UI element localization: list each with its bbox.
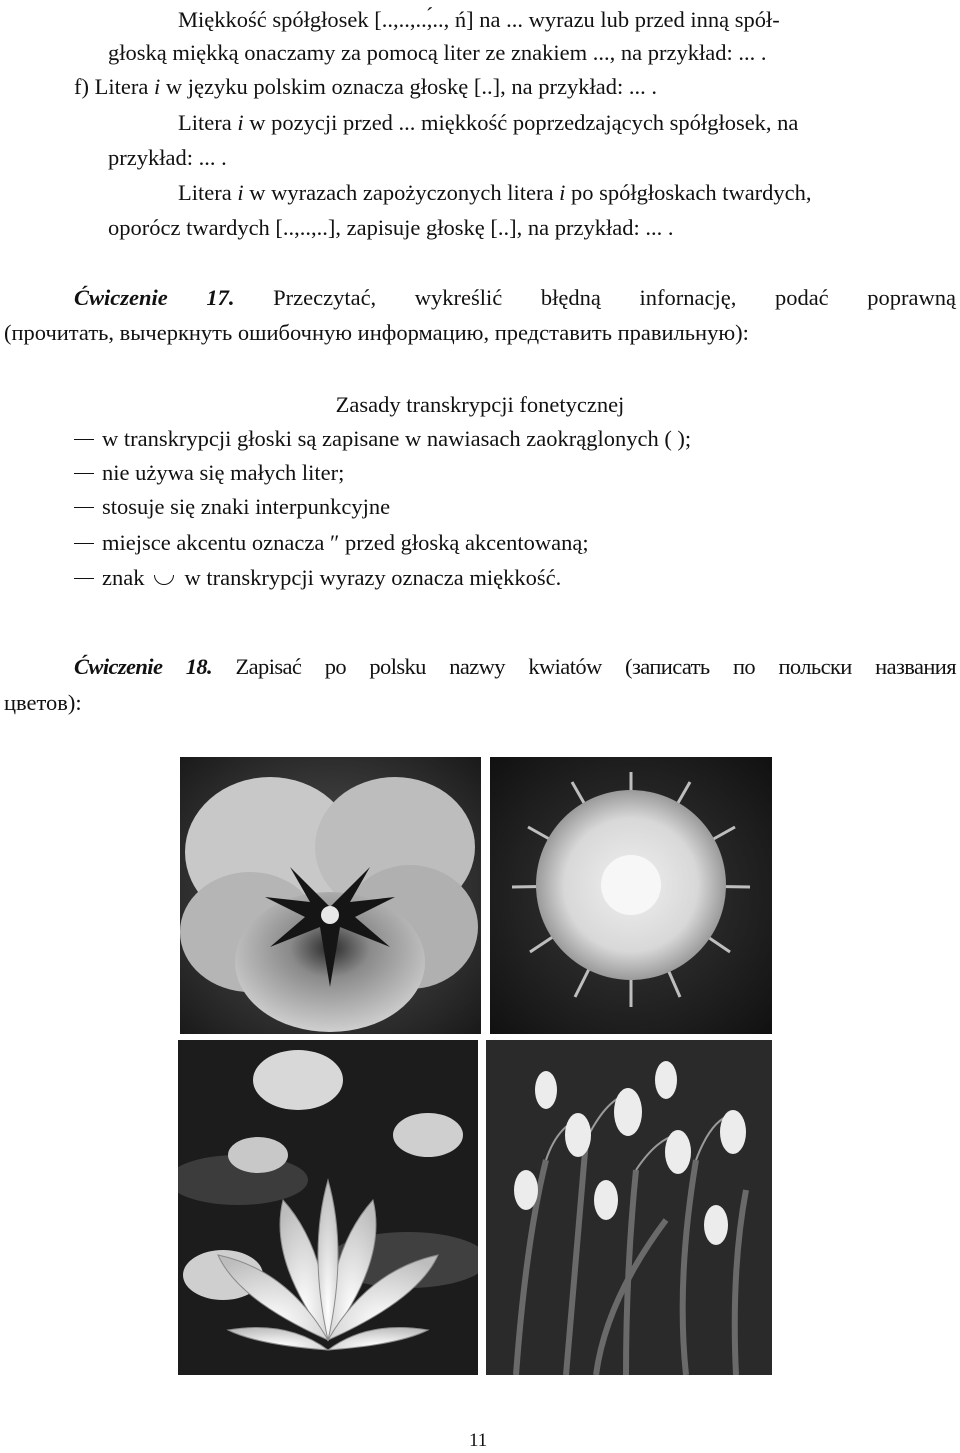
dash-marker [74, 578, 94, 580]
text-line: głoską miękką onaczamy za pomocą liter ze znakiem ..., na przykład: ... . [108, 40, 767, 65]
text-line: цветов): [4, 690, 82, 715]
dash-marker [74, 473, 94, 475]
italic-letter: i [237, 110, 244, 135]
rule-item [74, 528, 589, 558]
italic-letter: i [559, 180, 566, 205]
exercise-18-line [74, 652, 956, 682]
text-segment: po spółgłoskach twardych, [565, 180, 812, 205]
text-segment: Przeczytać, wykreślić błędną infornację, podać poprawną [273, 285, 956, 310]
text-line [178, 178, 812, 208]
text-line [74, 72, 657, 102]
water-lily-photo [178, 1040, 478, 1375]
text-line [178, 108, 798, 138]
page-number: 11 [469, 1430, 488, 1451]
exercise-17-title: Ćwiczenie 17. [74, 285, 235, 310]
text-segment: znak [102, 565, 145, 590]
text-segment: w języku polskim oznacza głoskę [..], na przykład: ... . [160, 74, 657, 99]
italic-letter: i [237, 180, 244, 205]
text-segment: Litera [178, 110, 238, 135]
text-line: oporócz twardych [..,..,..], zapisuje głoskę [..], na przykład: ... . [108, 215, 674, 240]
text-segment: w wyrazach zapożyczonych litera [243, 180, 560, 205]
text-line: Miękkość spółgłosek [..,..,..,́.., ń] na ... wyrazu lub przed inną spół- [178, 7, 780, 32]
text-line: (прочитать, вычеркнуть ошибочную информацию, представить правильную): [4, 320, 749, 345]
rule-item [74, 424, 691, 454]
rules-heading: Zasady transkrypcji fonetycznej [335, 392, 625, 417]
dash-marker [74, 439, 94, 441]
dash-marker [74, 507, 94, 509]
text-segment: nie używa się małych liter; [102, 460, 345, 485]
rule-item [74, 563, 561, 593]
italic-letter: i [153, 74, 161, 99]
text-segment: w transkrypcji wyrazy oznacza miękkość. [184, 565, 562, 590]
text-segment: stosuje się znaki interpunkcyjne [102, 494, 391, 519]
text-segment: miejsce akcentu oznacza ″ przed głoską akcentowaną; [102, 530, 589, 555]
exercise-18-title: Ćwiczenie 18. [74, 654, 213, 679]
text-segment: w transkrypcji głoski są zapisane w nawiasach zaokrąglonych ( ); [102, 426, 692, 451]
snowdrop-photo [486, 1040, 772, 1375]
pansy-photo [180, 757, 481, 1034]
dash-marker [74, 543, 94, 545]
dandelion-photo [490, 757, 772, 1034]
text-segment: Zapisać po polsku nazwy kwiatów (записать по польски названия [235, 654, 956, 679]
soft-link-arc-icon [154, 575, 174, 585]
text-line: przykład: ... . [108, 145, 227, 170]
text-segment: f) Litera [74, 74, 154, 99]
rule-item [74, 492, 390, 522]
text-segment: w pozycji przed ... miękkość poprzedzających spółgłosek, na [243, 110, 799, 135]
rule-item [74, 458, 344, 488]
exercise-17-line [74, 283, 956, 313]
text-segment: Litera [178, 180, 238, 205]
